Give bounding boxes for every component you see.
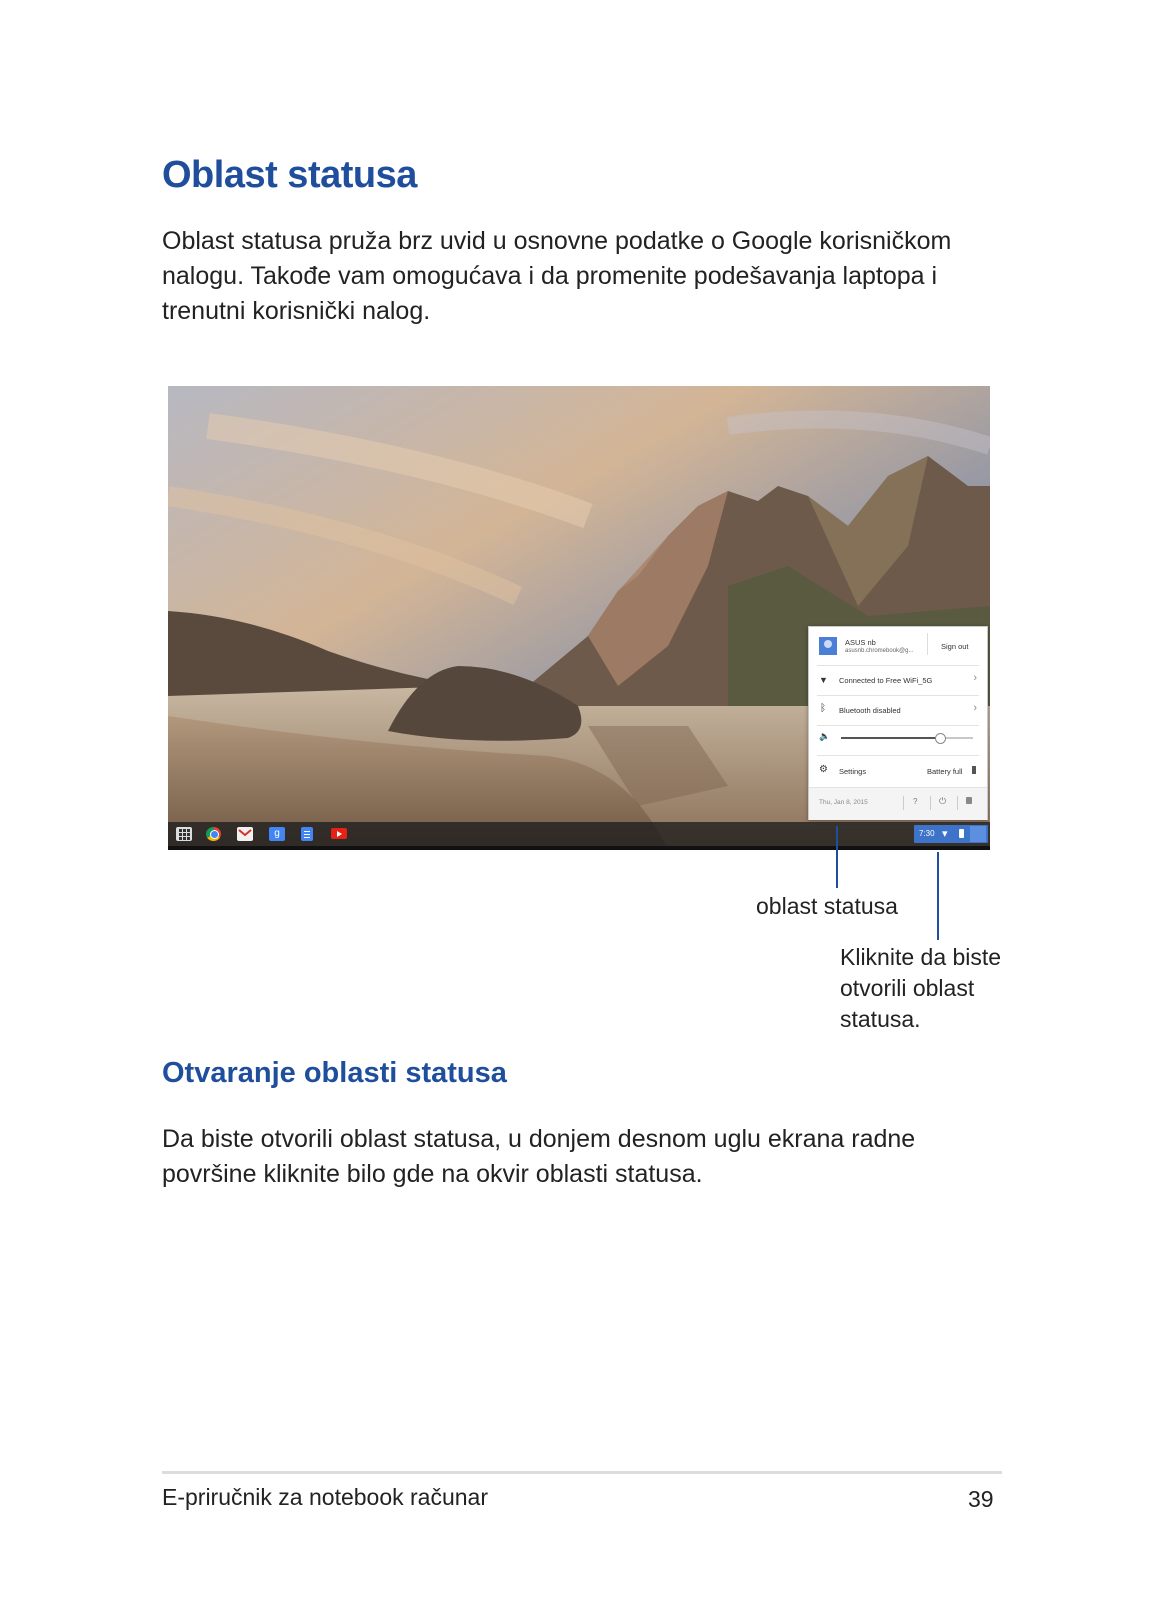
account-divider [927,633,928,655]
page-title: Oblast statusa [162,154,417,196]
speaker-icon: 🔈 [819,731,831,741]
account-name: ASUS nb [845,638,876,647]
help-button[interactable]: ? [913,797,918,806]
settings-link[interactable]: Settings [839,767,867,776]
divider [930,796,931,810]
battery-icon [972,766,976,774]
callout-click-to-open: Kliknite da biste otvorili oblast statusa. [840,944,1002,1032]
volume-slider-knob[interactable] [935,733,946,744]
battery-status: Battery full [927,767,963,776]
footer-rule [162,1471,1002,1474]
intro-paragraph: Oblast statusa pruža brz uvid u osnovne podatke o Google korisničkom nalogu. Takođe vam omogućava i da promenite podešavanja laptopa i trenutni korisnički nalog. [162,227,952,325]
callout-status-area: oblast statusa [756,893,898,919]
youtube-icon[interactable] [331,828,347,839]
wifi-label: Connected to Free WiFi_5G [839,676,933,685]
power-icon[interactable]: ⏻ [939,796,947,806]
chevron-right-icon: › [973,702,977,714]
volume-row[interactable] [809,731,987,751]
divider [817,665,979,666]
bluetooth-row[interactable] [809,697,987,725]
section-paragraph: Da biste otvorili oblast statusa, u donjem desnom uglu ekrana radne površine kliknite bilo gde na okvir oblasti statusa. [162,1125,916,1188]
status-area-popup[interactable] [808,626,988,820]
footer-manual-title: E-priručnik za notebook računar [162,1484,488,1510]
divider [817,755,979,756]
wifi-row[interactable] [809,667,987,695]
wifi-icon: ▼ [819,675,828,685]
wifi-icon: ▾ [942,828,948,840]
docs-icon[interactable] [301,827,313,841]
user-avatar-icon [970,826,986,842]
divider [957,796,958,810]
gear-icon[interactable]: ⚙ [819,764,828,775]
chrome-icon[interactable] [206,827,221,841]
clock-time: 7:30 [919,829,935,838]
screen-bottom-edge [168,846,990,850]
gmail-icon[interactable] [237,827,253,841]
battery-icon [959,829,964,838]
popup-footer [809,787,987,820]
account-row [809,627,987,663]
callout-line-click-to-open [937,852,939,940]
chromebook-desktop-screenshot [168,386,990,850]
google-search-icon[interactable]: g [269,827,285,841]
divider [817,695,979,696]
divider [817,725,979,726]
divider [903,796,904,810]
page-number: 39 [968,1486,994,1512]
status-area-button[interactable] [914,825,988,843]
user-avatar-icon [819,637,837,655]
bluetooth-label: Bluetooth disabled [839,706,901,715]
settings-row [809,757,987,785]
date-label: Thu, Jan 8, 2015 [819,799,868,806]
callout-line-status-area [836,826,838,888]
chevron-right-icon: › [973,672,977,684]
sign-out-button[interactable]: Sign out [941,642,969,651]
lock-icon[interactable] [966,797,972,804]
bluetooth-icon: ᛒ [820,703,826,714]
volume-slider[interactable] [841,737,973,739]
volume-slider-fill [841,737,940,739]
shelf [168,822,990,846]
apps-launcher-icon[interactable] [176,827,192,841]
account-email: asusnb.chromebook@g... [845,648,914,654]
section-title: Otvaranje oblasti statusa [162,1057,507,1089]
